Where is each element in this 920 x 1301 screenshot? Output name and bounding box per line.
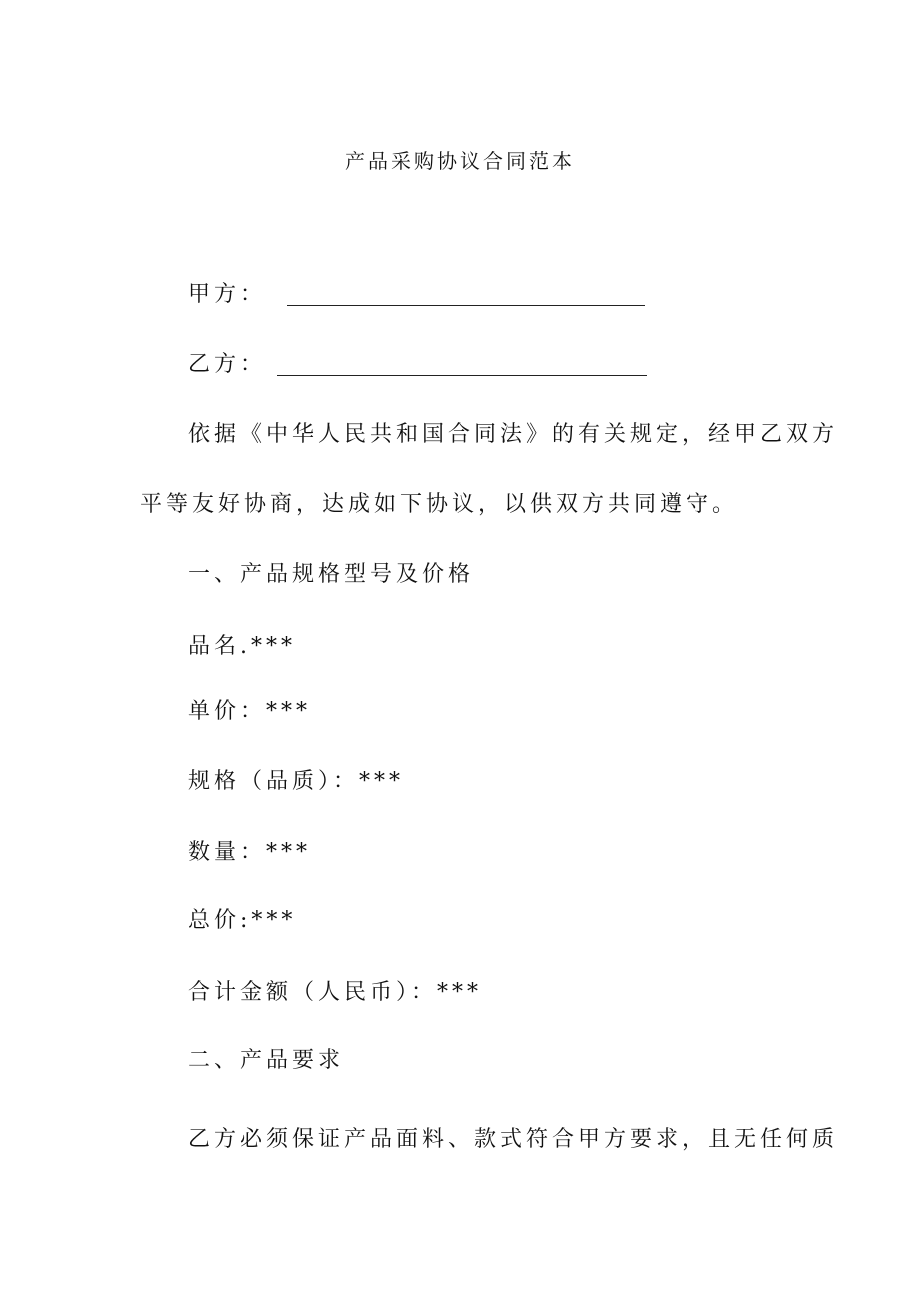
item-unit-price: 单价：***: [188, 699, 312, 724]
party-b-row: [188, 350, 647, 380]
requirement-paragraph-line-1: 乙方必须保证产品面料、款式符合甲方要求，且无任何质: [188, 1127, 839, 1152]
section-2-heading: 二、产品要求: [188, 1048, 345, 1073]
party-a-row: [188, 280, 645, 310]
section-1-heading: 一、产品规格型号及价格: [188, 562, 475, 587]
party-b-label: 乙方：: [188, 352, 267, 377]
item-total: 总价:***: [188, 908, 297, 933]
party-b-blank-field[interactable]: [277, 353, 647, 376]
intro-paragraph-line-1: 依据《中华人民共和国合同法》的有关规定，经甲乙双方: [188, 422, 839, 447]
party-a-label: 甲方：: [188, 282, 267, 307]
document-title: 产品采购协议合同范本: [345, 149, 575, 173]
item-spec: 规格（品质）：***: [188, 769, 405, 794]
item-sum: 合计金额（人民币）：***: [188, 980, 483, 1005]
item-quantity: 数量：***: [188, 840, 312, 865]
intro-paragraph-line-2: 平等友好协商，达成如下协议，以供双方共同遵守。: [140, 492, 739, 517]
item-name: 品名.***: [188, 634, 296, 659]
party-a-blank-field[interactable]: [287, 283, 645, 306]
